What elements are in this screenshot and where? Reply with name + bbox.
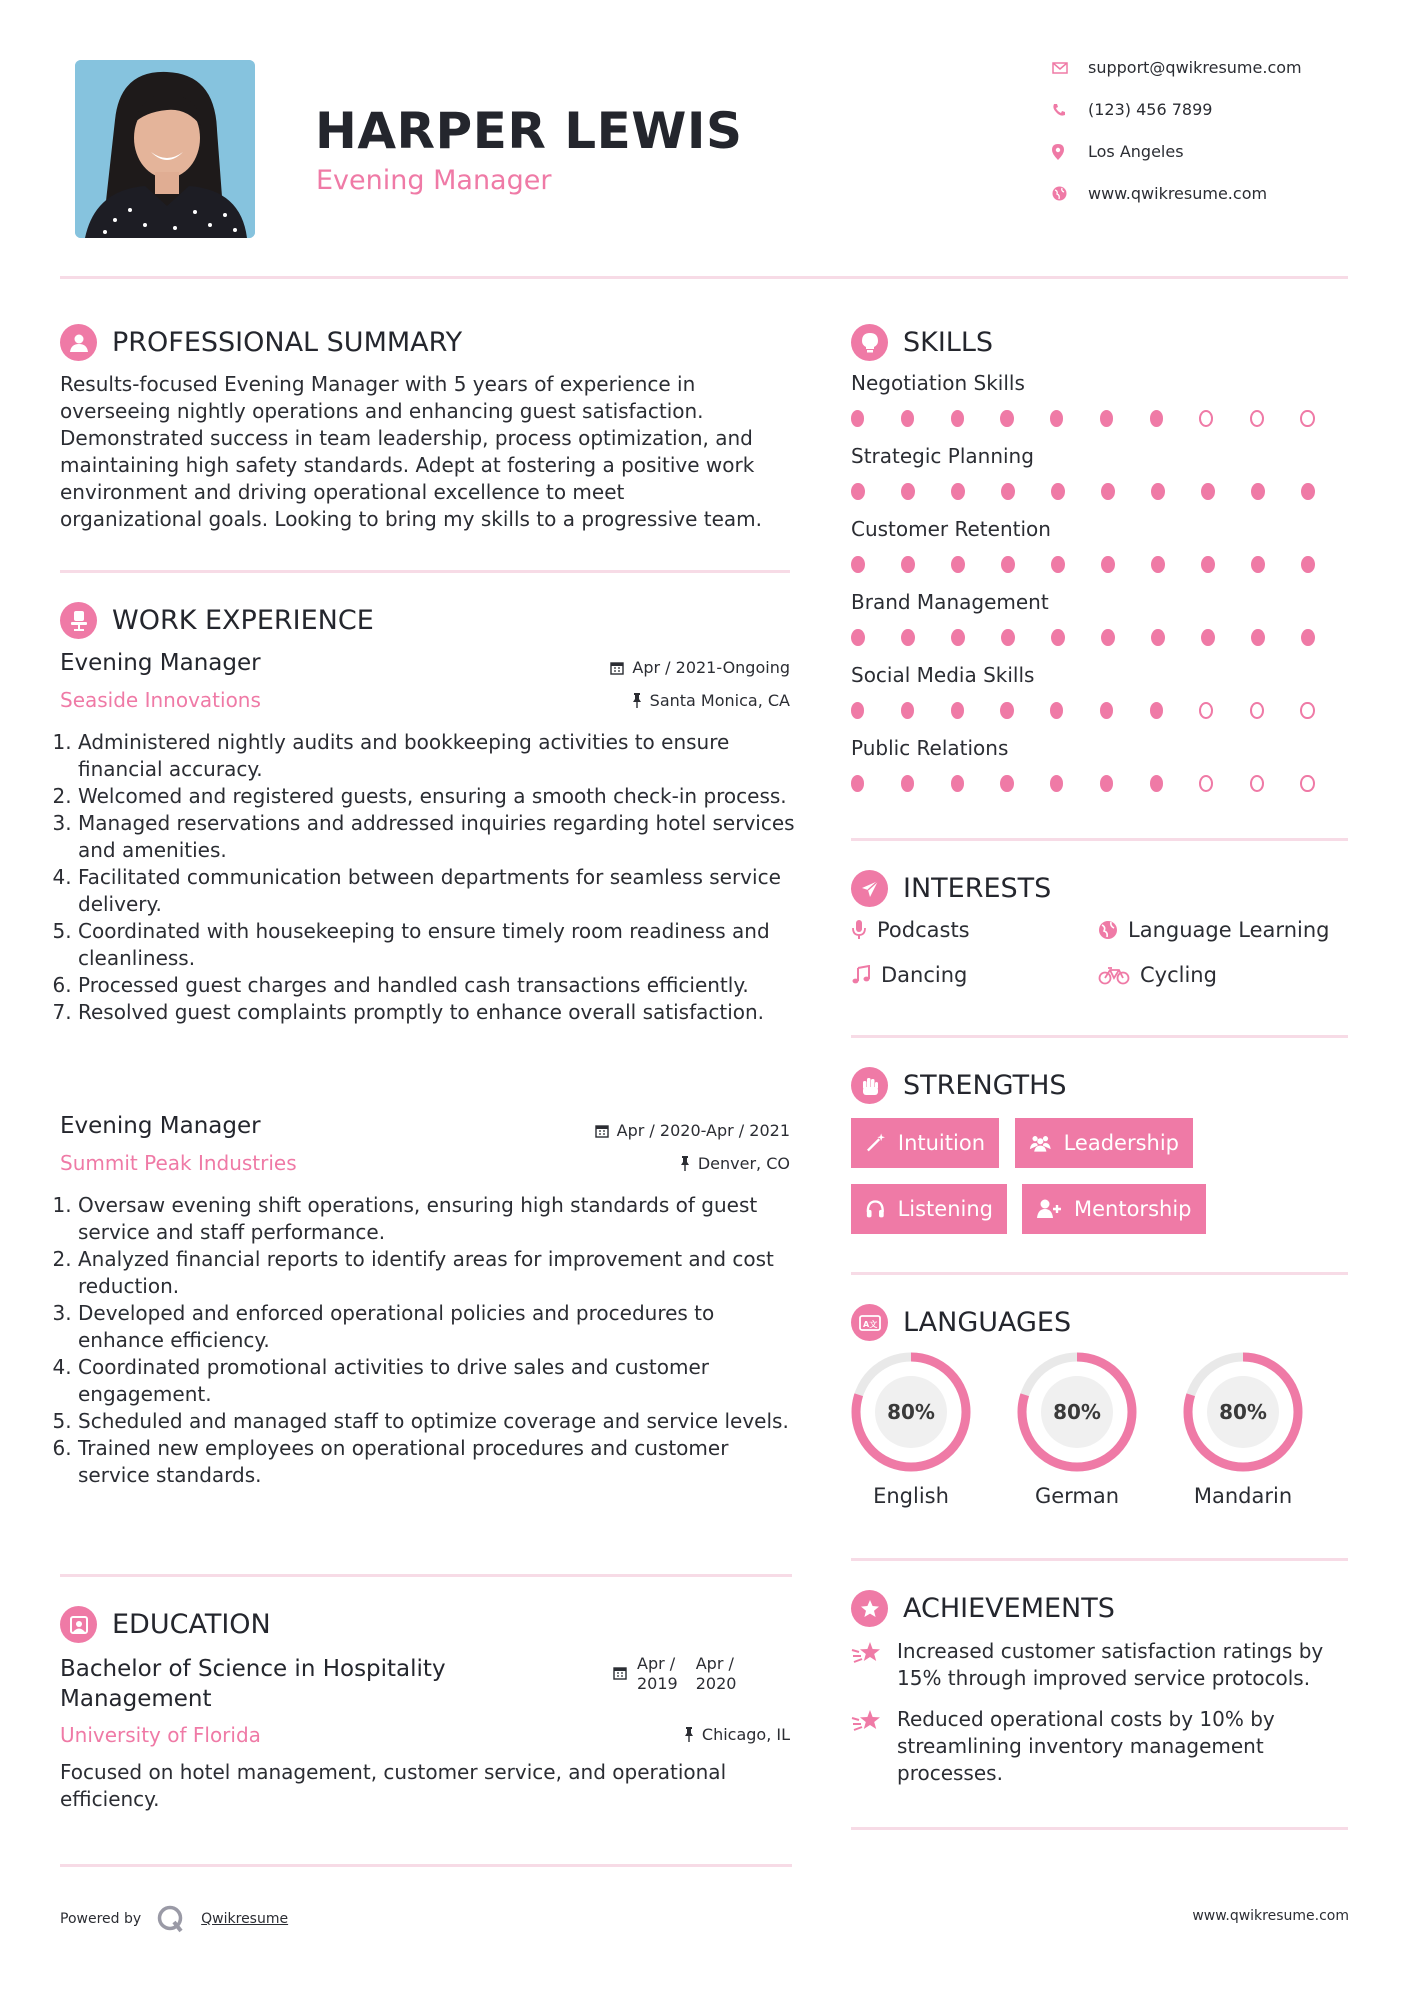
contact-email[interactable]: [1052, 58, 1302, 77]
rating-dot-filled: [1201, 629, 1215, 646]
user-plus-icon: [1036, 1198, 1062, 1220]
strength-badge-listening: Listening: [851, 1184, 1007, 1234]
list-item: 1. Administered nightly audits and bookkeeping activities to ensure financial accuracy.: [78, 729, 800, 783]
rating-dot-filled: [951, 410, 964, 427]
skill-row: [851, 444, 1351, 517]
calendar-icon: [613, 1666, 627, 1680]
rating-dot-filled: [1151, 556, 1165, 573]
calendar-icon: [610, 661, 624, 675]
rating-dot-empty: [1300, 775, 1314, 792]
rating-dot-filled: [901, 410, 914, 427]
language-percent: 80%: [887, 1400, 935, 1424]
interest-dancing: Dancing: [851, 963, 967, 987]
language-name: Mandarin: [1193, 1484, 1293, 1508]
language-mandarin: [1181, 1350, 1305, 1508]
education-description: Focused on hotel management, customer service, and operational efficiency.: [60, 1760, 727, 1811]
shooting-star-icon: [851, 1708, 883, 1734]
rating-dot-filled: [901, 629, 915, 646]
bicycle-icon: [1098, 965, 1130, 985]
language-card-icon: [851, 1304, 888, 1341]
rating-dot-filled: [1101, 483, 1115, 500]
rating-dot-filled: [1251, 629, 1265, 646]
job-1-location: Santa Monica, CA: [490, 691, 790, 710]
rating-dot-filled: [951, 702, 964, 719]
language-name: English: [873, 1484, 949, 1508]
paper-plane-icon: [851, 870, 888, 907]
list-item: 2. Analyzed financial reports to identify areas for improvement and cost reduction.: [78, 1246, 800, 1300]
rating-dot-filled: [1001, 483, 1015, 500]
rating-dot-filled: [1150, 775, 1163, 792]
rating-dot-filled: [1150, 702, 1163, 719]
map-pin-icon: [1052, 144, 1088, 160]
rating-dot-filled: [951, 556, 965, 573]
rating-dot-filled: [1051, 556, 1065, 573]
calendar-icon: [595, 1124, 609, 1138]
magic-wand-icon: [865, 1132, 886, 1154]
list-item: 6. Processed guest charges and handled cash transactions efficiently.: [78, 972, 800, 999]
rating-dot-filled: [851, 775, 864, 792]
rating-dot-filled: [1301, 629, 1315, 646]
language-percent: 80%: [1053, 1400, 1101, 1424]
rating-dot-filled: [951, 629, 965, 646]
contact-location: [1052, 142, 1184, 161]
rating-dot-filled: [1101, 629, 1115, 646]
list-item: 5. Coordinated with housekeeping to ensure timely room readiness and cleanliness.: [78, 918, 800, 972]
rating-dot-empty: [1199, 410, 1213, 427]
raised-fist-icon: [851, 1067, 888, 1104]
skill-row: [851, 517, 1351, 590]
svg-text:A文: A文: [862, 1319, 877, 1329]
pushpin-icon: [684, 1727, 694, 1742]
list-item: 7. Resolved guest complaints promptly to enhance overall satisfaction.: [78, 999, 800, 1026]
contact-website[interactable]: [1052, 184, 1267, 203]
job-2-dates: Apr / 2020-Apr / 2021: [490, 1121, 790, 1140]
footer-powered-by: [60, 1904, 288, 1934]
rating-dot-filled: [851, 702, 864, 719]
job-2-title: Evening Manager: [60, 1113, 261, 1139]
rating-dot-filled: [1100, 775, 1113, 792]
rating-dot-filled: [851, 483, 865, 500]
rating-dot-filled: [1201, 483, 1215, 500]
job-1-title: Evening Manager: [60, 650, 261, 676]
users-icon: [1029, 1132, 1052, 1154]
rating-dot-filled: [901, 556, 915, 573]
interest-podcasts: Podcasts: [851, 918, 970, 942]
rating-dot-filled: [1050, 410, 1063, 427]
list-item: 3. Managed reservations and addressed inquiries regarding hotel services and amenities.: [78, 810, 800, 864]
rating-dot-filled: [901, 483, 915, 500]
job-1-company: Seaside Innovations: [60, 688, 261, 712]
music-note-icon: [851, 965, 871, 985]
headphones-icon: [865, 1198, 886, 1220]
star-badge-icon: [851, 1590, 888, 1627]
education-degree: Bachelor of Science in Hospitality Management: [60, 1656, 446, 1712]
qwikresume-link[interactable]: Qwikresume: [201, 1911, 289, 1927]
job-1-dates: Apr / 2021-Ongoing: [490, 658, 790, 677]
summary-text: Results-focused Evening Manager with 5 years of experience in overseeing nightly operations and enhancing guest satisfaction. Demonstrated success in team leadership, process optimization, and maintaining high safety standards. Adept at fostering a positive work environment and driving operational excellence to meet organizational goals. Looking to bring my skills to a progressive team.: [60, 372, 762, 531]
skill-name: Negotiation Skills: [851, 371, 1025, 395]
rating-dot-empty: [1250, 410, 1264, 427]
rating-dot-filled: [1201, 556, 1215, 573]
list-item: 6. Trained new employees on operational procedures and customer service standards.: [78, 1435, 800, 1489]
education-start-month: Apr /: [637, 1654, 676, 1673]
interests-heading: INTERESTS: [851, 870, 1051, 907]
summary-divider: [60, 570, 790, 573]
rating-dot-empty: [1250, 702, 1264, 719]
mail-icon: [1052, 62, 1088, 74]
language-percent: 80%: [1219, 1400, 1267, 1424]
skill-name: Public Relations: [851, 736, 1009, 760]
rating-dot-filled: [901, 775, 914, 792]
interest-cycling: Cycling: [1098, 963, 1217, 987]
rating-dot-filled: [951, 775, 964, 792]
skill-rating: [851, 702, 1351, 719]
experience-heading: WORK EXPERIENCE: [60, 602, 374, 639]
skill-row: [851, 736, 1351, 809]
lightbulb-icon: [851, 324, 888, 361]
skill-name: Customer Retention: [851, 517, 1051, 541]
list-item: 1. Oversaw evening shift operations, ensuring high standards of guest service and staff performance.: [78, 1192, 800, 1246]
rating-dot-filled: [1001, 556, 1015, 573]
rating-dot-filled: [1050, 702, 1063, 719]
rating-dot-empty: [1300, 702, 1314, 719]
rating-dot-filled: [901, 702, 914, 719]
rating-dot-filled: [1050, 775, 1063, 792]
language-english: [849, 1350, 973, 1508]
interests-divider: [851, 1035, 1348, 1038]
skill-row: [851, 371, 1351, 444]
globe-icon: [1052, 186, 1088, 201]
language-name: German: [1034, 1484, 1120, 1508]
skills-divider: [851, 838, 1348, 841]
rating-dot-filled: [1151, 629, 1165, 646]
rating-dot-filled: [1000, 775, 1013, 792]
rating-dot-filled: [1251, 483, 1265, 500]
rating-dot-filled: [1251, 556, 1265, 573]
rating-dot-filled: [851, 410, 864, 427]
phone-icon: [1052, 103, 1088, 117]
interest-language-learning: Language Learning: [1098, 918, 1329, 942]
pushpin-icon: [680, 1156, 690, 1171]
rating-dot-filled: [1000, 702, 1013, 719]
skill-rating: [851, 629, 1351, 646]
education-start-year: 2019: [637, 1674, 678, 1693]
profile-photo: [75, 60, 255, 238]
strengths-divider: [851, 1272, 1348, 1275]
list-item: 4. Facilitated communication between departments for seamless service delivery.: [78, 864, 800, 918]
summary-heading: PROFESSIONAL SUMMARY: [60, 324, 462, 361]
skill-name: Strategic Planning: [851, 444, 1034, 468]
education-heading: EDUCATION: [60, 1606, 271, 1643]
location-text: Los Angeles: [1088, 142, 1184, 161]
briefcase-chair-icon: [60, 602, 97, 639]
skills-list: [851, 371, 1351, 809]
job-1-duties: [60, 729, 800, 1026]
list-item: 2. Welcomed and registered guests, ensuring a smooth check-in process.: [78, 783, 800, 810]
candidate-title: Evening Manager: [316, 165, 552, 196]
website-text: www.qwikresume.com: [1088, 184, 1268, 203]
rating-dot-filled: [1000, 410, 1013, 427]
list-item: 3. Developed and enforced operational policies and procedures to enhance efficiency.: [78, 1300, 800, 1354]
graduate-icon: [60, 1606, 97, 1643]
list-item: 5. Scheduled and managed staff to optimize coverage and service levels.: [78, 1408, 800, 1435]
rating-dot-empty: [1250, 775, 1264, 792]
education-dates: [613, 1654, 736, 1694]
job-2-location: Denver, CO: [490, 1154, 790, 1173]
qwikresume-logo-icon: [155, 1904, 187, 1934]
rating-dot-filled: [1051, 483, 1065, 500]
rating-dot-filled: [1301, 483, 1315, 500]
strength-badge-mentorship: Mentorship: [1022, 1184, 1206, 1234]
rating-dot-filled: [1101, 556, 1115, 573]
rating-dot-filled: [951, 483, 965, 500]
achievements-divider: [851, 1827, 1348, 1830]
skill-rating: [851, 410, 1351, 427]
education-end-year: 2020: [695, 1674, 737, 1693]
rating-dot-filled: [1100, 702, 1113, 719]
rating-dot-filled: [851, 629, 865, 646]
education-location: Chicago, IL: [490, 1725, 790, 1744]
rating-dot-filled: [1150, 410, 1163, 427]
strengths-heading: STRENGTHS: [851, 1067, 1067, 1104]
job-2-duties: [60, 1192, 800, 1489]
pushpin-icon: [632, 693, 642, 708]
languages-heading: A文 LANGUAGES: [851, 1304, 1071, 1341]
microphone-icon: [851, 919, 867, 941]
education-divider: [60, 1864, 792, 1867]
phone-text: (123) 456 7899: [1088, 100, 1213, 119]
candidate-name: HARPER LEWIS: [315, 102, 743, 160]
language-german: [1015, 1350, 1139, 1508]
job-2-company: Summit Peak Industries: [60, 1151, 297, 1175]
footer-website-link[interactable]: www.qwikresume.com: [1192, 1908, 1349, 1924]
powered-by-text: Powered by: [60, 1911, 142, 1927]
rating-dot-empty: [1300, 410, 1314, 427]
contact-phone[interactable]: [1052, 100, 1212, 119]
skill-rating: [851, 775, 1351, 792]
achievement-item: Increased customer satisfaction ratings by 15% through improved service protocols.: [851, 1638, 1351, 1692]
strength-badge-leadership: Leadership: [1015, 1118, 1193, 1168]
education-school: University of Florida: [60, 1723, 261, 1747]
rating-dot-filled: [1100, 410, 1113, 427]
skill-rating: [851, 556, 1351, 573]
portrait-image: [75, 60, 255, 238]
rating-dot-filled: [1301, 556, 1315, 573]
shooting-star-icon: [851, 1640, 883, 1666]
rating-dot-filled: [1051, 629, 1065, 646]
rating-dot-filled: [1151, 483, 1165, 500]
email-text: support@qwikresume.com: [1088, 58, 1302, 77]
skills-heading: SKILLS: [851, 324, 993, 361]
rating-dot-filled: [851, 556, 865, 573]
rating-dot-filled: [1001, 629, 1015, 646]
rating-dot-empty: [1199, 775, 1213, 792]
skill-rating: [851, 483, 1351, 500]
experience-divider: [60, 1574, 792, 1577]
skill-row: [851, 663, 1351, 736]
header-divider: [60, 276, 1348, 279]
list-item: 4. Coordinated promotional activities to drive sales and customer engagement.: [78, 1354, 800, 1408]
education-end-month: Apr /: [695, 1654, 734, 1673]
skill-name: Brand Management: [851, 590, 1049, 614]
strength-badge-intuition: Intuition: [851, 1118, 999, 1168]
achievement-item: Reduced operational costs by 10% by streamlining inventory management processes.: [851, 1706, 1351, 1787]
skill-row: [851, 590, 1351, 663]
globe-icon: [1098, 920, 1118, 940]
achievements-heading: ACHIEVEMENTS: [851, 1590, 1115, 1627]
languages-divider: [851, 1558, 1348, 1561]
rating-dot-empty: [1199, 702, 1213, 719]
user-icon: [60, 324, 97, 361]
skill-name: Social Media Skills: [851, 663, 1035, 687]
